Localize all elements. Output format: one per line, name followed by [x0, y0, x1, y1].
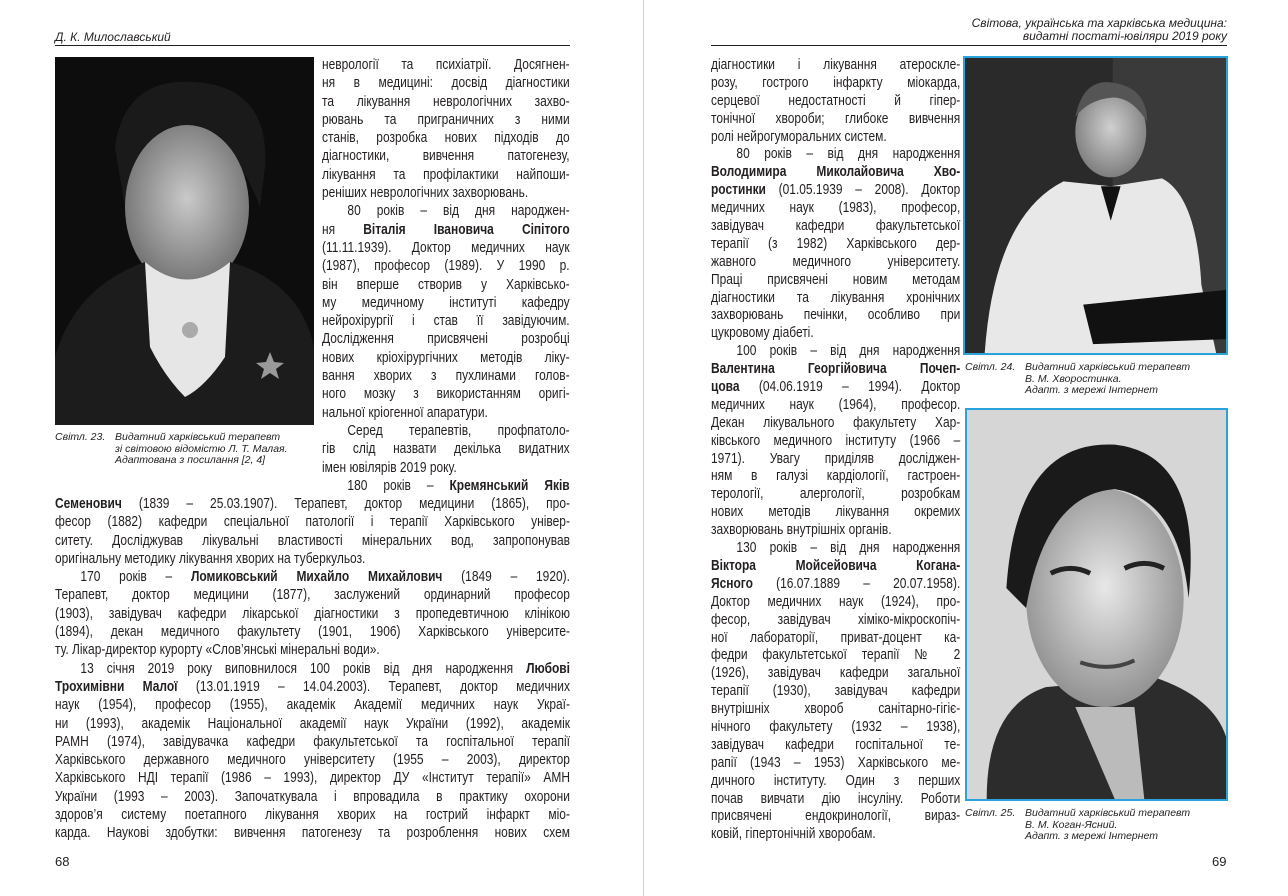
text-run: 13 січня 2019 року виповнилося 100 років від дня народження — [80, 660, 527, 677]
header-rule — [711, 45, 1227, 46]
caption-line: В. М. Хворостинка. — [1025, 372, 1122, 385]
text-run: серцевої недостатності й гіпер- — [711, 92, 961, 109]
text-line — [711, 773, 960, 791]
text-run: РАМН (1974), завідувачка кафедри факультетської та госпітальної терапії — [55, 733, 570, 750]
text-run: захворювань внутрішніх органів. — [711, 522, 892, 539]
text-line — [711, 504, 960, 522]
text-line — [711, 468, 960, 486]
text-line — [711, 254, 960, 272]
text-run: ситету. Досліджував лікувальні властивості мінеральних вод, запропонував — [55, 532, 570, 549]
text-line — [322, 385, 570, 403]
text-line — [711, 755, 960, 773]
figure-23-caption — [55, 432, 305, 468]
text-run: імен ювілярів 2019 року. — [322, 459, 457, 476]
figure-23-label: Світл. 23. — [55, 431, 106, 443]
text-run: цукровому діабеті. — [711, 325, 814, 342]
text-run: реніших неврологічних захворювань. — [322, 185, 529, 202]
text-line — [322, 276, 570, 294]
text-line — [55, 769, 570, 787]
text-run: (1894), декан медичного факультету (1901, 1906) Харківського університе- — [55, 624, 570, 641]
text-run: (13.01.1919 – 14.04.2003). Терапевт, доктор медичних — [177, 678, 570, 695]
text-run: ного мозку з використанням оригі- — [322, 386, 570, 403]
bold-name: Кремянський Яків — [449, 477, 570, 494]
text-line — [711, 290, 960, 308]
text-run: почав вивчати дію інсуліну. Роботи — [711, 790, 961, 807]
bold-name: Ломиковський Михайло Михайлович — [190, 569, 443, 586]
text-line — [322, 257, 570, 275]
text-run: фесор, завідувач хіміко-мікроскопіч- — [711, 611, 961, 628]
text-line — [711, 397, 960, 415]
text-line — [322, 56, 570, 74]
text-run: рювань та пригpаничних з ними — [322, 111, 570, 128]
caption-line: Адапт. з мережі Інтернет — [1025, 384, 1159, 396]
text-line — [711, 272, 960, 290]
text-run: ня в медицині: досвід діагностики — [322, 75, 570, 92]
text-line — [711, 719, 960, 737]
page-number: 69 — [1212, 854, 1227, 869]
figure-24-caption — [965, 362, 1230, 398]
text-line — [711, 57, 960, 75]
text-line — [711, 379, 960, 397]
text-line — [322, 440, 570, 458]
text-run: нейрохірургії і став її завідуючим. — [322, 313, 570, 330]
text-line — [711, 594, 960, 612]
text-line — [55, 824, 570, 842]
text-run: жавного медичного університету. — [711, 253, 961, 270]
text-run: нових методів лікування окремих — [711, 504, 961, 521]
text-run: ням в галузі кардіології, гастроен- — [711, 468, 961, 485]
text-line — [55, 696, 570, 714]
text-line — [711, 701, 960, 719]
text-run: рапії (1943 – 1953) Харківського ме- — [711, 754, 961, 771]
text-run: федри факультетської терапії № 2 — [711, 647, 961, 664]
text-line — [711, 200, 960, 218]
figure-24-label: Світл. 24. — [965, 361, 1016, 373]
text-line — [322, 367, 570, 385]
caption-line: Адаптована з посилання [2, 4] — [115, 454, 266, 466]
text-line — [711, 522, 960, 540]
text-line — [55, 715, 570, 733]
text-run: (1987), професор (1989). У 1990 р. — [322, 258, 570, 275]
body-text-column — [711, 57, 960, 844]
header-rule — [55, 45, 570, 46]
text-run: фесор (1882) кафедри спеціальної патології і терапії Харківського універ- — [55, 514, 570, 531]
text-run: 180 років – — [347, 477, 450, 494]
portrait-photo-kogan-yasnyi — [965, 408, 1228, 801]
caption-line: В. М. Коган-Ясний. — [1025, 818, 1118, 831]
text-run: оригінальну методику лікування хворих на туберкульоз. — [55, 550, 366, 567]
bold-name: цова — [711, 379, 740, 396]
text-line — [711, 75, 960, 93]
text-run: (1926), завідувач кафедри загальної — [711, 665, 961, 682]
text-line — [322, 294, 570, 312]
text-run: Праці присвячені новим методам — [711, 271, 961, 288]
portrait-photo-malaya — [55, 57, 314, 425]
text-line — [55, 660, 570, 678]
bold-name: Трохимівни Малої — [55, 678, 178, 695]
page-69 — [644, 0, 1288, 896]
text-run: неврології та психіатрії. Досягнен- — [322, 57, 570, 73]
text-line — [711, 576, 960, 594]
text-run: дичного інституту. Один з перших — [711, 772, 961, 789]
text-line — [322, 184, 570, 202]
running-head-title — [972, 17, 1227, 43]
text-run: 1971). Увагу приділяв досліджен- — [711, 450, 961, 467]
running-head-line: Світова, українська та харківська медицина: — [971, 16, 1227, 30]
bold-name: Семенович — [55, 496, 122, 512]
text-line — [711, 164, 960, 182]
text-run: ролі нейрогуморальних систем. — [711, 128, 887, 145]
text-line — [322, 349, 570, 367]
text-line — [55, 623, 570, 641]
text-line — [55, 513, 570, 531]
text-run: розу, гострого інфаркту міокарда, — [711, 74, 961, 91]
text-run: Харківського державного медичного університету (1955 – 2003), директор — [55, 752, 570, 769]
text-run: тонічної хвороби; глибоке вивчення — [711, 110, 961, 127]
text-run: гів слід назвати декілька видатних — [322, 441, 570, 458]
text-line — [322, 74, 570, 92]
text-line — [322, 330, 570, 348]
text-line — [711, 433, 960, 451]
caption-line: Адапт. з мережі Інтернет — [1025, 830, 1159, 842]
text-run: України (1993 – 2003). Започаткувала і впровадила в практику охорони — [55, 788, 570, 805]
text-run: станів, розробка нових підходів до — [322, 130, 570, 147]
text-run: му медичному інституті кафедру — [322, 294, 570, 311]
text-line — [711, 612, 960, 630]
text-run: здоров’я систему поетапного лікування хворих на гострий інфаркт міо- — [55, 807, 570, 824]
text-line — [711, 540, 960, 558]
caption-line: зі світовою відомістю Л. Т. Малая. — [115, 442, 288, 455]
text-line — [322, 93, 570, 111]
text-run: Дослідження присвячені розробці — [322, 331, 570, 348]
text-run: (1849 – 1920). — [442, 569, 570, 586]
text-line — [55, 495, 570, 513]
text-line — [711, 665, 960, 683]
text-line — [711, 182, 960, 200]
text-run: карда. Наукові здобутки: вивчення патогенезу та розроблення нових схем — [55, 825, 570, 842]
text-line — [55, 532, 570, 550]
text-line — [55, 550, 570, 568]
text-run: завідувач кафедри факультетської — [711, 218, 961, 235]
text-line — [55, 605, 570, 623]
text-line — [711, 737, 960, 755]
text-run: (1839 – 25.03.1907). Терапевт, доктор медицини (1865), про- — [121, 496, 570, 512]
text-run: ної лабораторії, приват-доцент ка- — [711, 629, 961, 646]
text-line — [711, 218, 960, 236]
text-run: Терапевт, доктор медицини (1877), заслужений ординарний професор — [55, 587, 570, 604]
bold-name: Валентина Георгійовича Почеп- — [711, 361, 961, 378]
bold-name: Ясного — [711, 575, 753, 592]
text-line — [55, 733, 570, 751]
text-line — [711, 361, 960, 379]
text-run: Декан лікувального факультету Хар- — [711, 414, 961, 431]
text-run: наук (1954), професор (1955), академік Академії медичних наук Украї- — [55, 697, 570, 714]
page-number: 68 — [55, 854, 70, 869]
text-run: ни (1993), академік Національної академії наук України (1992), академік — [55, 715, 570, 732]
text-run: терології, алергології, розробкам — [711, 486, 961, 503]
text-line — [711, 630, 960, 648]
text-run: ту. Лікар-директор курорту «Слов’янські мінеральні води». — [55, 642, 380, 659]
figure-25-caption — [965, 808, 1230, 844]
text-line — [322, 239, 570, 257]
text-run: 130 років – від дня народження — [736, 540, 961, 557]
running-head-author: Д. К. Милославський — [55, 30, 171, 44]
text-run: внутрішніх хвороб санітарно-гігіє- — [711, 701, 961, 718]
text-run: 80 років – від дня народження — [736, 146, 961, 163]
text-run: 80 років – від дня народжен- — [347, 203, 570, 220]
text-run: нічного факультету (1932 – 1938), — [711, 718, 961, 735]
text-line — [55, 788, 570, 806]
text-run: діагностики і лікування атероскле- — [711, 57, 961, 73]
text-run: та лікування неврологічних захво- — [322, 93, 570, 110]
text-run: він вперше створив у Харківсько- — [322, 276, 570, 293]
text-run: присвячені ендокринології, вираз- — [711, 808, 961, 825]
text-run: нових кріохірургічних методів ліку- — [322, 349, 570, 366]
text-line — [711, 325, 960, 343]
body-text-narrow-column — [322, 56, 570, 495]
bold-name: ростинки — [711, 182, 766, 199]
text-line — [55, 678, 570, 696]
text-line — [711, 826, 960, 844]
text-line — [711, 129, 960, 147]
text-run: завідувач кафедри госпітальної те- — [711, 736, 961, 753]
text-line — [711, 791, 960, 809]
text-line — [322, 129, 570, 147]
text-run: нальної кріогенної апаратури. — [322, 404, 488, 421]
text-run: 170 років – — [80, 569, 191, 586]
text-run: (1903), завідувач кафедри лікарської діагностики з пропедевтичною клінікою — [55, 605, 570, 622]
text-line — [711, 808, 960, 826]
text-run: діагностики та лікування хронічних — [711, 289, 961, 306]
bold-name: Любові — [526, 660, 570, 677]
text-line — [711, 486, 960, 504]
figure-25-label: Світл. 25. — [965, 807, 1016, 819]
text-run: лікування та профілактики найпоши- — [322, 166, 570, 183]
bold-name: Віктора Мойсейовича Когана- — [711, 557, 961, 574]
text-line — [711, 415, 960, 433]
text-line — [55, 568, 570, 586]
bold-name: Віталія Івановича Сіпітого — [363, 221, 570, 238]
text-line — [711, 307, 960, 325]
text-run: Доктор медичних наук (1924), про- — [711, 593, 961, 610]
text-run: медичних наук (1983), професор, — [711, 200, 961, 217]
text-line — [322, 312, 570, 330]
running-head-line: видатні постаті-ювіляри 2019 року — [1022, 29, 1227, 43]
text-run: (04.06.1919 – 1994). Доктор — [739, 379, 961, 396]
text-run: терапії (1930), завідувач кафедри — [711, 683, 961, 700]
text-run: захворювань печінки, особливо при — [711, 307, 961, 324]
text-run: (11.11.1939). Доктор медичних наук — [322, 239, 570, 256]
text-run: діагностики, вивчення патогенезу, — [322, 148, 570, 165]
text-run: Серед терапевтів, профпатоло- — [347, 422, 570, 439]
body-text-full-width — [55, 495, 570, 843]
text-line — [322, 166, 570, 184]
caption-line: Видатний харківський терапевт — [115, 431, 281, 443]
text-line — [711, 683, 960, 701]
portrait-photo-khvorostynka — [963, 56, 1228, 355]
text-run: 100 років – від дня народження — [736, 343, 961, 360]
text-line — [322, 477, 570, 495]
text-line — [711, 111, 960, 129]
text-run: (16.07.1889 – 20.07.1958). — [752, 575, 961, 592]
text-run: (01.05.1939 – 2008). Доктор — [765, 182, 961, 199]
text-line — [711, 93, 960, 111]
caption-line: Видатний харківський терапевт — [1025, 807, 1191, 819]
text-line — [711, 558, 960, 576]
text-run: вання хворих з пухлинами голов- — [322, 368, 570, 385]
text-line — [711, 451, 960, 469]
text-line — [55, 586, 570, 604]
text-run: терапії (з 1982) Харківського дер- — [711, 235, 961, 252]
text-line — [322, 404, 570, 422]
text-line — [711, 146, 960, 164]
text-line — [322, 202, 570, 220]
text-line — [711, 343, 960, 361]
text-line — [322, 459, 570, 477]
text-line — [55, 806, 570, 824]
text-run: ня — [322, 221, 364, 238]
text-line — [55, 751, 570, 769]
bold-name: Володимира Миколайовича Хво- — [711, 164, 961, 181]
text-line — [322, 221, 570, 239]
text-run: медичних наук (1964), професор. — [711, 396, 961, 413]
text-run: ковій, гіпертонічній хворобам. — [711, 826, 876, 843]
text-run: Харківського НДІ терапії (1986 – 1993), директор ДУ «Інститут терапії» АМН — [55, 770, 570, 787]
text-line — [322, 422, 570, 440]
text-line — [322, 111, 570, 129]
text-line — [322, 147, 570, 165]
text-line — [55, 641, 570, 659]
caption-line: Видатний харківський терапевт — [1025, 361, 1191, 373]
text-line — [711, 647, 960, 665]
text-run: ківського медичного інституту (1966 – — [711, 432, 961, 449]
text-line — [711, 236, 960, 254]
